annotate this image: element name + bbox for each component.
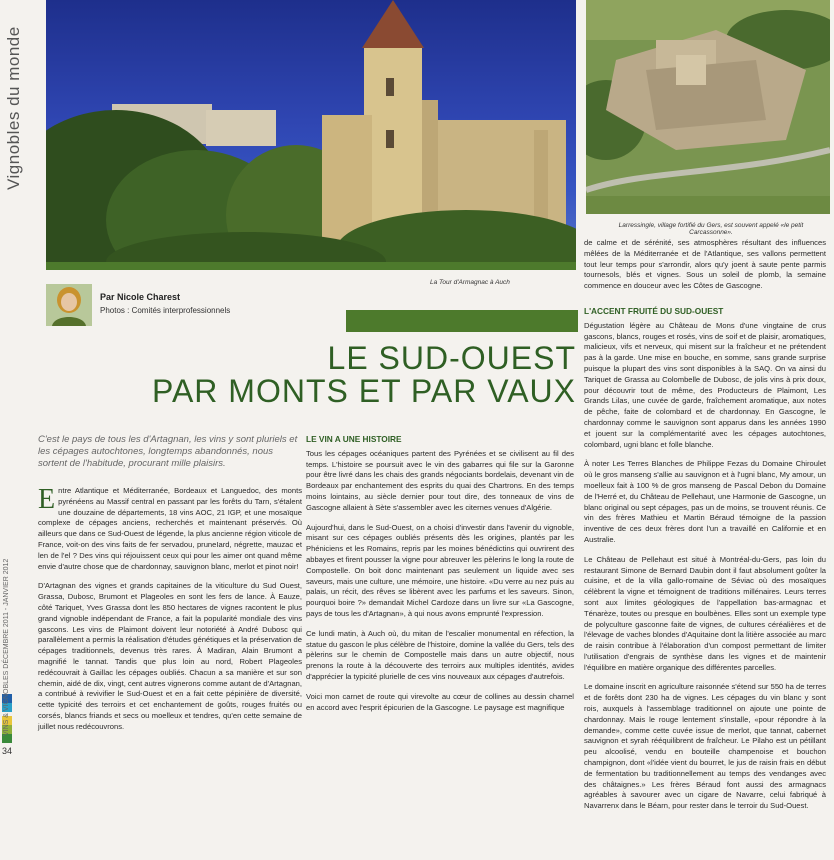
hero-photo xyxy=(46,0,576,270)
aerial-caption: Larressingle, village fortifié du Gers, est souvent appelé «le petit Carcassonne». xyxy=(618,222,804,236)
village-illustration xyxy=(586,0,830,214)
col3-paragraph-4: Le domaine inscrit en agriculture raisonnée s'étend sur 550 ha de terres et de forêts dont 230 ha de vignes. Les cépages du vin blanc y sont rois, auxquels à l'assemblage traditionnel on ajoute une pointe de chardonnay. Mais le rouge lentement s'installe, «pour répondre à la demande», comme cette cuvée issue de merlot, que tannat, cabernet sauvignon et syrah rééquilibrent de fraîcheur. Le Pilaho est un pétillant peu alcoolisé, vendu en bouteille champenoise et bouchon champignon, dont «l'idée vient du bourret, le jus de raisin frais en début de fermentation bu traditionnellement au temps des vendanges avec des châtaignes.» Les frères Béraud font aussi des armagnacs agréables à savourer avec un cigare de Navarre, celui fabriqué à Navarrenx dans le Béarn, pour rester dans le terroir du Sud-Ouest. xyxy=(584,682,826,811)
article-title-line1: LE SUD-OUEST xyxy=(327,340,576,376)
col3-paragraph-2: À noter Les Terres Blanches de Philippe Fezas du Domaine Chiroulet où le gros manseng s'allie au sauvignon et à l'ugni blanc, My amour, un moelleux fait à 100 % de gros manseng de Pascal Debon du Domaine de l'Herré et, du Château de Pellehaut, une Harmonie de Gascogne, un blanc original ou sept cépages, pas un de moins, se trouvent réunis. Ce vin des frères Mathieu et Martin Béraud témoigne de la passion inventive de ces deux frères dont l'un a travaillé en Californie et en Australie. xyxy=(584,459,826,544)
article-title-line2: PAR MONTS ET PAR VAUX xyxy=(151,373,576,409)
column-3 xyxy=(584,238,826,821)
col1-paragraph-2: D'Artagnan des vignes et grands capitaines de la viticulture du Sud Ouest, Grassa, Dubosc, Brumont et Plageoles en sont les fers de lance. À Eauze, côté Tariquet, Yves Grassa dont les 850 hectares de vignes racontent le plus grand vignoble indépendant de France, a fait la popularité mondiale des vins gascons. Les vins de Plaimont doivent leur notoriété à André Dubosc qui parallèlement a permis la réalisation d'études génétiques et la préservation de cépages traditionnels, devenus très rares. À Madiran, Alain Brumont a magnifié le tannat. Tandis que plus loin au nord, Robert Plageoles redécouvrait à Gaillac les cépages oubliés. Chacun a sa manière et sur son chemin, aidé de dix, vingt, cent autres vignerons comme autant de d'Artagnan, a contribué à revivifier le Sud-Ouest et en a fait cette pépinière de diversité, cette typicité des terroirs et cet enchantement de goûts, rouges fruités ou corsés, blancs friands et secs ou moelleux et tendres, qu'en cette semaine de juillet nous redécouvrons. xyxy=(38,581,303,731)
col3-paragraph-0: de calme et de sérénité, ses atmosphères résultant des influences mêlées de la Méditerranée et de l'Atlantique, ses vallons permettent tout leur temps pour s'arrondir, alors qu'y joent à saute pente parmis tournesols, blés et vignes. Sous un soleil de plomb, la semaine commence en douceur avec les Côtes de Gascogne. xyxy=(584,238,826,291)
column-1 xyxy=(38,486,302,742)
col2-paragraph-4: Voici mon carnet de route qui virevolte au cœur de collines au dessin charnel en accord avec l'esprit épicurien de la Gascogne. Le paysage est magnifique xyxy=(306,691,574,712)
page-number: 34 xyxy=(2,746,13,756)
column-2 xyxy=(306,434,574,722)
col2-paragraph-1: Tous les cépages océaniques partent des Pyrénées et se civilisent au fil des temps. L'histoire se poursuit avec le vin des gabarres qui file sur la Garonne pour être livré dans les chais des grands négociants bordelais, devenant vin de Bordeaux par enchantement des esprits du quai des Chartrons. En des temps moins lointains, au siècle dernier pour tout dire, des tonneaux de vins de Gascogne allaient à Sète s'assembler avec les citernes venues d'Algérie. xyxy=(306,448,574,512)
author-name: Par Nicole Charest xyxy=(100,292,181,302)
title-accent-bar xyxy=(346,310,578,332)
author-avatar xyxy=(46,284,92,326)
col2-paragraph-2: Aujourd'hui, dans le Sud-Ouest, on a choisi d'investir dans l'avenir du vignoble, misant sur ces cépages oubliés présents dès les origines, plantés par les Phéniciens et les Romains, repris par les moines bénédictins qui ouvrirent des abbayes et firent pousser la vigne pour abreuver les pèlerins le long la route de Compostelle. On boit donc maintenant pas seulement un liquide avec ses saveurs, mais une culture, une mémoire, une histoire. «Du verre au nez puis au palais, un récit, des rêves se libèrent avec les parfums et les saveurs. Sinon, pourquoi boire ?» demandait Michel Cardoze dans un livre sur «La Gascogne, pays de tous les d'Artagnan», à qui nous avons emprunté l'expression. xyxy=(306,522,574,618)
drop-cap: E xyxy=(38,484,56,515)
photo-credits: Photos : Comités interprofessionnels xyxy=(100,306,231,315)
tower-illustration xyxy=(46,0,576,270)
section-title: Vignobles du monde xyxy=(4,26,23,190)
aerial-photo xyxy=(586,0,830,214)
issue-label: VINS & VIGNOBLES DÉCEMBRE 2011 - JANVIER 2012 xyxy=(3,558,10,736)
hero-caption: La Tour d'Armagnac à Auch xyxy=(430,279,510,286)
author-portrait xyxy=(46,284,92,326)
col1-paragraph-1: Entre Atlantique et Méditerranée, Bordeaux et Languedoc, des monts pyrénéens au Massif central en passant par les forêts du Tarn, s'étalent une douzaine de départements, 18 vins AOC, 21 IGP, et une mosaïque complexe de cépages anciens, recherchés et maintenant préservés. Où ailleurs que dans ce Sud-Ouest de légende, la plus ancienne région viticole de France, voit-on des vins faits de fer servadou, pruneIard, négrette, mauzac et len de l'el ? Des vins qui réjouissent ceux qui pour les aimer ont quand même envie d'autre chose que de chardonnay, sauvignon blanc, merlot et pinot noir! xyxy=(38,484,302,571)
section-heading-history: LE VIN A UNE HISTOIRE xyxy=(306,434,402,444)
article-lead: C'est le pays de tous les d'Artagnan, les vins y sont pluriels et les cépages autochtones, longtemps abandonnés, nous sortent de l'habitude, procurant mille plaisirs. xyxy=(38,434,298,469)
col3-paragraph-3: Le Château de Pellehaut est situé à Montréal-du-Gers, pas loin du restaurant Simone de Bernard Daubin dont il faut absolument goûter la cuisine, et de la villa gallo-romaine de Séviac où des mosaïques célèbrent la vigne et témoignent de traditions millénaires. Leurs terres sont aux limites géologiques de l'appellation bas-armagnac et Ténarèze, toutes ou presque en boulbènes. Elles sont un exemple type de polyculture gasconne faite de vignes, de cultures céréalières et de l'élevage de vaches blondes d'Aquitaine dont la litière associée au marc de raisin contribue à l'élaboration d'un compost permettant de limiter l'utilisation d'engrais de synthèse dans les vignes et de maintenir l'équilibre en matière organique des différentes parcelles. xyxy=(584,554,826,672)
col2-paragraph-3: Ce lundi matin, à Auch où, du mitan de l'escalier monumental en réfection, la statue du gascon le plus célèbre de l'histoire, domine la vallée du Gers, tels des pèlerins sur le chemin de Compostelle mais dans un autre objectif, nous prenons la route à la découverte des terroirs aux multiples identités, avides d'apprécier la typicité plurielle de ces vins nouveaux aux cépages d'autrefois. xyxy=(306,628,574,681)
section-heading-accent: L'ACCENT FRUITÉ DU SUD-OUEST xyxy=(584,305,724,316)
col3-paragraph-1: Dégustation légère au Château de Mons d'une vingtaine de crus gascons, blancs, rouges et rosés, vins de soif et de plaisir, aromatiques, malicieux, vifs et nerveux, qui misent sur la fraîcheur et ne prétendent pas à la garde. Une mise en bouche, en somme, sans grande surprise puisque la plupart des vins sont disponibles à la SAQ. On va ainsi du Tariquet de Grassa au Colombelle de Dubosc, de jolis vins à prix doux, pour découvrir tout de même, des Producteurs de Plaimont, Les Grands Lilas, une cuvée de garde, fraîchement aromatique, aux notes de pêche, faite de colombard et de chardonnay. En Gascogne, le chardonnay comme le sauvignon sont apparus dans les années 1990 et jouent sur la complémentarité avec les cépages autochtones, colombard, ugni blanc et folle blanche. xyxy=(584,320,826,449)
